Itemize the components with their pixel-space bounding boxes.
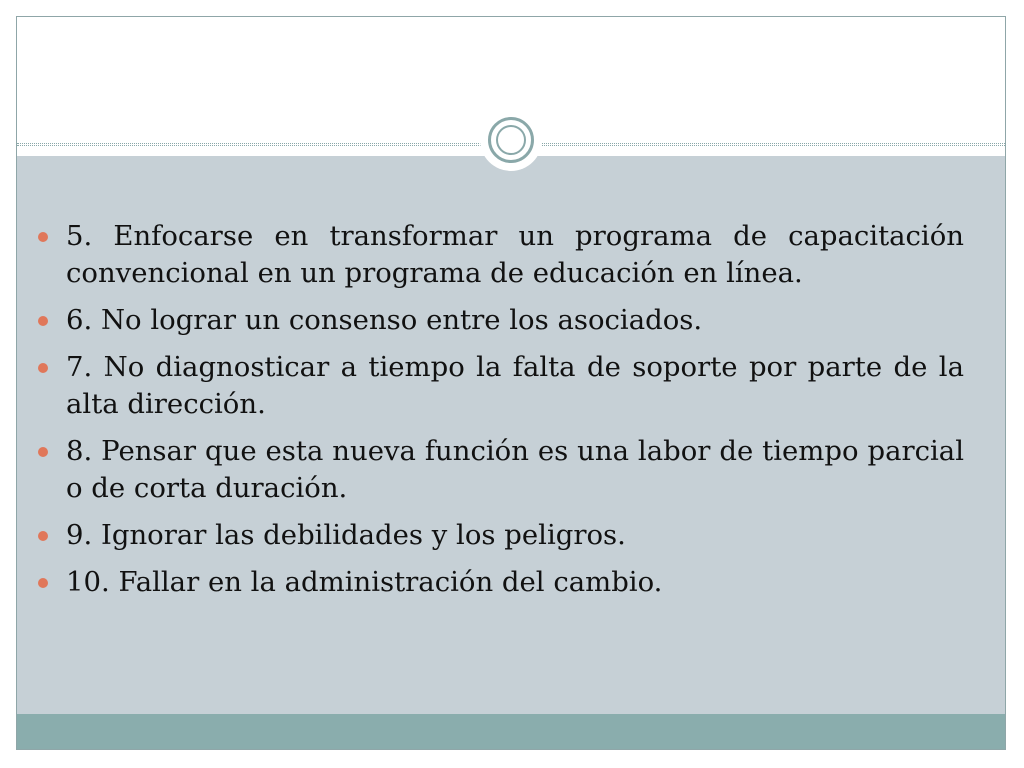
circle-ornament-icon <box>480 109 542 171</box>
list-item <box>36 564 964 601</box>
bullet-list <box>36 218 964 611</box>
list-item <box>36 433 964 507</box>
ornament-outer-ring <box>488 117 534 163</box>
bullet-text: 9. Ignorar las debilidades y los peligros. <box>66 519 626 551</box>
bullet-dot-icon <box>38 363 48 373</box>
bullet-text: 6. No lograr un consenso entre los asociados. <box>66 304 703 336</box>
bullet-dot-icon <box>38 578 48 588</box>
bullet-text: 10. Fallar en la administración del cambio. <box>66 566 663 598</box>
bullet-text: 8. Pensar que esta nueva función es una labor de tiempo parcial o de corta duración. <box>66 435 964 504</box>
ornament-inner-ring <box>496 125 526 155</box>
bullet-dot-icon <box>38 232 48 242</box>
list-item <box>36 349 964 423</box>
list-item <box>36 218 964 292</box>
bullet-dot-icon <box>38 316 48 326</box>
footer-band <box>17 714 1005 749</box>
bullet-text: 5. Enfocarse en transformar un programa de capacitación convencional en un programa de educación en línea. <box>66 220 964 289</box>
bullet-text: 7. No diagnosticar a tiempo la falta de soporte por parte de la alta dirección. <box>66 351 964 420</box>
bullet-dot-icon <box>38 531 48 541</box>
bullet-dot-icon <box>38 447 48 457</box>
list-item <box>36 302 964 339</box>
list-item <box>36 517 964 554</box>
